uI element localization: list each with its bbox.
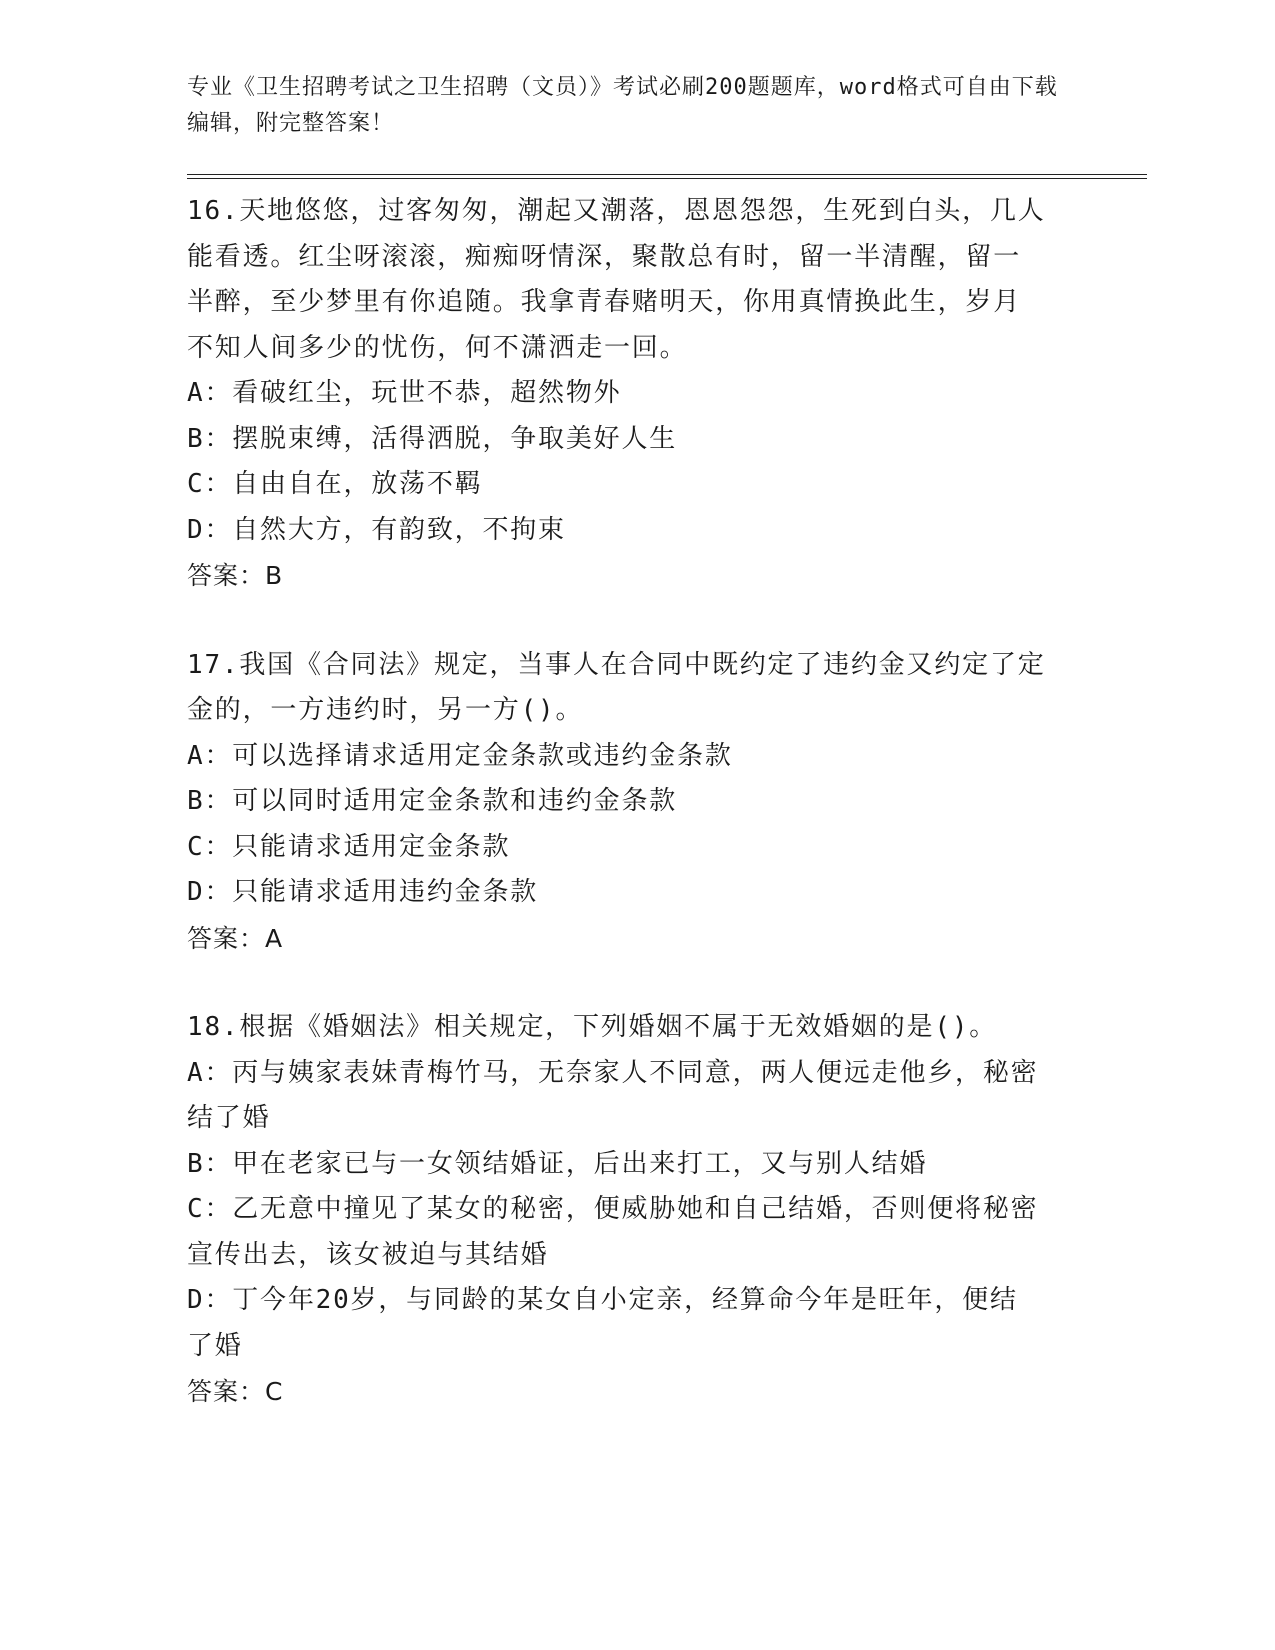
question-stem-line: 18.根据《婚姻法》相关规定，下列婚姻不属于无效婚姻的是()。 <box>187 1012 998 1042</box>
answer-option-line: B：摆脱束缚，活得洒脱，争取美好人生 <box>187 423 678 454</box>
answer-option-line: A：丙与姨家表妹青梅竹马，无奈家人不同意，两人便远走他乡，秘密 <box>187 1057 1039 1088</box>
question-stem-line: 17.我国《合同法》规定，当事人在合同中既约定了违约金又约定了定 <box>187 649 1046 680</box>
answer-option-line: C：乙无意中撞见了某女的秘密，便威胁她和自己结婚，否则便将秘密 <box>187 1194 1039 1224</box>
answer-option-line: 宣传出去，该女被迫与其结婚 <box>187 1239 549 1270</box>
answer-option-line: B：甲在老家已与一女领结婚证，后出来打工，又与别人结婚 <box>187 1148 928 1179</box>
answer-key: 答案：B <box>187 561 284 590</box>
answer-option-line: 结了婚 <box>187 1103 271 1133</box>
question-stem-line: 16.天地悠悠，过客匆匆，潮起又潮落，恩恩怨怨，生死到白头，几人 <box>187 196 1046 226</box>
answer-option-line: B：可以同时适用定金条款和违约金条款 <box>187 786 678 816</box>
question-list <box>187 189 1067 1415</box>
answer-option-line: A：可以选择请求适用定金条款或违约金条款 <box>187 740 733 771</box>
answer-option-line: D：只能请求适用违约金条款 <box>187 877 539 907</box>
header-divider <box>187 174 1147 179</box>
document-header: 专业《卫生招聘考试之卫生招聘（文员）》考试必刷200题题库，word格式可自由下载编辑，附完整答案！ <box>187 75 1058 136</box>
answer-option-line: C：自由自在，放荡不羁 <box>187 469 483 499</box>
question-stem-line: 能看透。红尘呀滚滚，痴痴呀情深，聚散总有时，留一半清醒，留一 <box>187 241 1022 272</box>
answer-option-line: D：丁今年20岁，与同龄的某女自小定亲，经算命今年是旺年，便结 <box>187 1285 1018 1315</box>
answer-key: 答案：A <box>187 923 284 953</box>
answer-key: 答案：C <box>187 1377 284 1406</box>
question-block <box>187 643 1067 962</box>
document-page <box>187 70 1147 1459</box>
question-block <box>187 1005 1067 1415</box>
answer-option-line: D：自然大方，有韵致，不拘束 <box>187 514 566 545</box>
question-block <box>187 189 1067 599</box>
question-stem-line: 金的，一方违约时，另一方()。 <box>187 695 584 725</box>
question-stem-line: 半醉，至少梦里有你追随。我拿青春赌明天，你用真情换此生，岁月 <box>187 287 1022 317</box>
answer-option-line: 了婚 <box>187 1330 243 1361</box>
question-stem-line: 不知人间多少的忧伤，何不潇洒走一回。 <box>187 332 688 363</box>
answer-option-line: A：看破红尘，玩世不恭，超然物外 <box>187 378 622 408</box>
answer-option-line: C：只能请求适用定金条款 <box>187 831 511 862</box>
